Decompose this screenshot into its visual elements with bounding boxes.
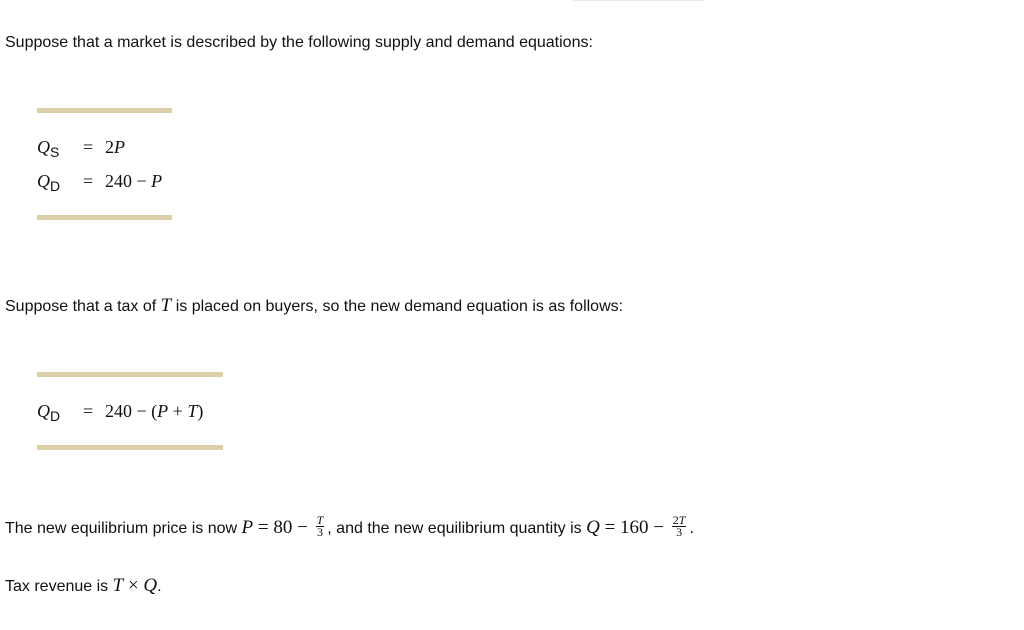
new-demand-rhs: 240 − (P + T) <box>105 401 204 421</box>
supply-equation <box>37 135 125 159</box>
tax-intro-text: Suppose that a tax of T is placed on buyers, so the new demand equation is as follows: <box>5 295 624 316</box>
supply-lhs: $Q_S$ <box>37 137 60 160</box>
equation-top-bar <box>37 108 172 113</box>
equation-bottom-bar <box>37 215 172 220</box>
demand-lhs: $Q_D$ <box>37 171 61 194</box>
tax-variable: T <box>160 295 172 316</box>
demand-equation <box>37 169 162 193</box>
price-fraction: $\frac{T}{3}$ <box>316 513 324 540</box>
equals-sign: = <box>83 171 94 191</box>
top-divider <box>573 0 705 1</box>
tax-variable: T <box>112 575 124 596</box>
supply-rhs: 2P <box>105 137 125 157</box>
new-demand-equation-box <box>37 372 223 450</box>
equation-bottom-bar <box>37 445 223 450</box>
price-variable: P <box>241 517 254 538</box>
quantity-fraction: $\frac{2T}{3}$ <box>672 513 686 540</box>
supply-demand-equations <box>37 108 172 220</box>
new-demand-equation <box>37 399 203 423</box>
quantity-variable: Q <box>143 575 158 596</box>
intro-text: Suppose that a market is described by the following supply and demand equations: <box>5 34 593 51</box>
new-demand-lhs: $Q_D$ <box>37 401 61 424</box>
quantity-variable: Q <box>586 517 600 538</box>
equals-sign: = <box>83 137 94 157</box>
equals-sign: = <box>83 401 94 421</box>
demand-rhs: 240 − P <box>105 171 163 191</box>
equation-top-bar <box>37 372 223 377</box>
tax-revenue-text: Tax revenue is T × Q. <box>5 575 162 596</box>
equilibrium-text: The new equilibrium price is now P = 80 − $\frac{T}{3}$ , and the new equilibrium quantity is Q = 160 − $\frac{2T}{3}$ . <box>5 513 694 540</box>
